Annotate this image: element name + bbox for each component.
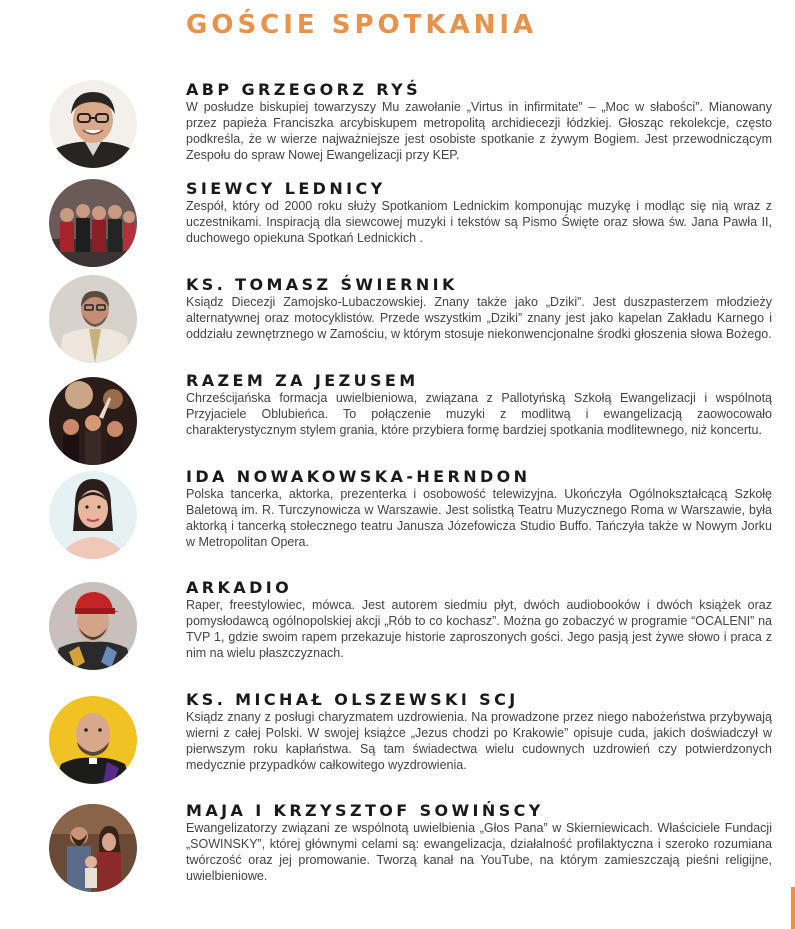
guest-description: Ksiądz znany z posługi charyzmatem uzdrowienia. Na prowadzone przez niego nabożeństwa przybywają wierni z całej Polski. W swojej książce „Jezus chodzi po Krakowie” opisuje cuda, jakich doświadczył w pierwszym roku kapłaństwa. Są tam świadectwa wielu cudownych uzdrowień czy potwierdzonych medycznie przypadków całkowitego wyzdrowienia. (186, 710, 772, 772)
priest-portrait-icon (49, 275, 137, 363)
archbishop-portrait-icon (49, 80, 137, 168)
guest-name: KS. TOMASZ ŚWIERNIK (186, 275, 458, 294)
guest-description: Zespół, który od 2000 roku służy Spotkaniom Lednickim komponując muzykę i modląc się nią wraz z uczestnikami. Inspiracją dla siewcowej muzyki i tekstów są Pismo Święte oraz słowa św. Jana Pawła II, duchowego opiekuna Spotkań Lednickich . (186, 199, 772, 245)
guest-name: ABP GRZEGORZ RYŚ (186, 80, 422, 99)
guest-name: MAJA I KRZYSZTOF SOWIŃSCY (186, 801, 544, 820)
guest-description: W posłudze biskupiej towarzyszy Mu zawołanie „Virtus in infirmitate” – „Moc w słabości”. Mianowany przez papieża Franciszka arcybiskupem metropolitą archidiecezji łódzkiej. Głosząc rekolekcje, często podkreśla, że w wierze najważniejsze jest osobiste spotkanie z żywym Bogiem. Jest przewodniczącym Zespołu do spraw Nowej Ewangelizacji przy KEP. (186, 100, 772, 162)
guest-description: Chrześcijańska formacja uwielbieniowa, związana z Pallotyńską Szkołą Ewangelizacji i wspólnotą Przyjaciele Oblubieńca. To połączenie muzyki z modlitwą i ewangelizacją zaowocowało charakterystycznym stylem grania, które przybiera formę bardziej spotkania modlitewnego, niż koncertu. (186, 391, 772, 437)
guest-description: Ksiądz Diecezji Zamojsko-Lubaczowskiej. Znany także jako „Dziki”. Jest duszpasterzem młodzieży alternatywnej oraz motocyklistów. Przede wszystkim „Dziki” znany jest jako kapelan Zakładu Karnego i oddziału zewnętrznego w Zamościu, w którym stosuje niekonwencjonalne środki głoszenia słowa Bożego. (186, 295, 772, 341)
guest-name: SIEWCY LEDNICY (186, 179, 386, 198)
rapper-portrait-icon (49, 582, 137, 670)
woman-portrait-icon (49, 471, 137, 559)
page-title: GOŚCIE SPOTKANIA (186, 10, 538, 40)
concert-photo-icon (49, 377, 137, 465)
page-edge-mark (791, 887, 795, 929)
guest-name: IDA NOWAKOWSKA-HERNDON (186, 467, 531, 486)
guest-name: ARKADIO (186, 578, 293, 597)
guest-name: KS. MICHAŁ OLSZEWSKI SCJ (186, 690, 519, 709)
guest-description: Ewangelizatorzy związani ze wspólnotą uwielbienia „Głos Pana” w Skierniewicach. Właściciele Fundacji „SOWINSKY”, której głównymi celami są: ewangelizacja, działalność profilaktyczna i szeroko rozumiana twórczość oraz jej promowanie. Tworzą kanał na YouTube, na którym zamieszczają pieśni religijne, uwielbieniowe. (186, 821, 772, 883)
guest-name: RAZEM ZA JEZUSEM (186, 371, 419, 390)
band-group-photo-icon (49, 179, 137, 267)
guest-description: Polska tancerka, aktorka, prezenterka i osobowość telewizyjna. Ukończyła Ogólnokształcącą Szkołę Baletową im. R. Turczynowicza w Warszawie. Jest solistką Teatru Muzycznego Roma w Warszawie, była aktorką i tancerką stołecznego teatru Janusza Józefowicza Studio Buffo. Tańczyła także w Nowym Jorku w Metropolitan Opera. (186, 487, 772, 549)
priest-yellow-portrait-icon (49, 696, 137, 784)
guest-description: Raper, freestylowiec, mówca. Jest autorem siedmiu płyt, dwóch audiobooków i dwóch książek oraz pomysłodawcą ogólnopolskiej akcji „Rób to co kochasz”. Można go zobaczyć w programie “OCALENI” na TVP 1, gdzie swoim rapem przekazuje historie zaproszonych gości. Jego pasją jest żywe słowo i praca z nim na wielu płaszczyznach. (186, 598, 772, 660)
family-photo-icon (49, 804, 137, 892)
